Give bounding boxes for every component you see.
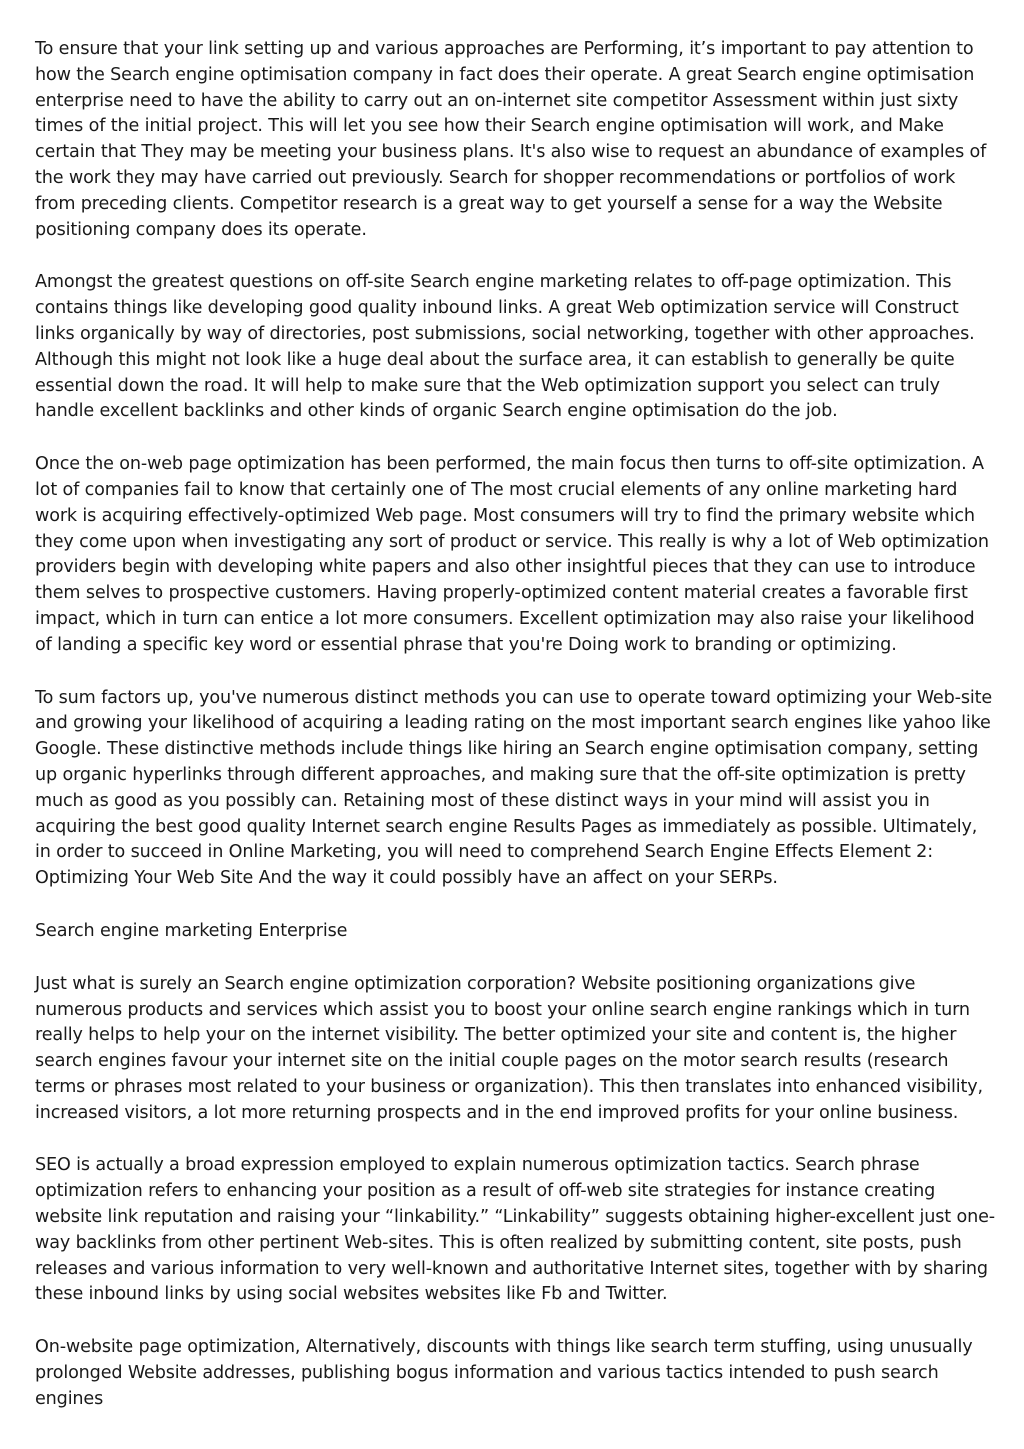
paragraph-off-site-questions: Amongst the greatest questions on off-site Search engine marketing relates to off-page optimization. This contains things like developing good quality inbound links. A great Web optimization service will Construct links organically by way of directories, post submissions, social networking, together with other approaches. Although this might not look like a huge deal about the surface area, it can establish to generally be quite essential down the road. It will help to make sure that the Web optimization support you select can truly handle excellent backlinks and other kinds of organic Search engine optimisation do the job. — [35, 272, 975, 422]
paragraph-on-page-optimization: Once the on-web page optimization has been performed, the main focus then turns to off-site optimization. A lot of companies fail to know that certainly one of The most crucial elements of any online marketing hard work is acquiring effectively-optimized Web page. Most consumers will try to find the primary website which they come upon when investigating any sort of product or service. This really is why a lot of Web optimization providers begin with developing white papers and also other insightful pieces that they can use to introduce them selves to prospective customers. Having properly-optimized content material creates a favorable first impact, which in turn can entice a lot more consumers. Excellent optimization may also raise your likelihood of landing a specific key word or essential phrase that you're Doing work to branding or optimizing. — [35, 454, 989, 655]
paragraph-seo-corporation: Just what is surely an Search engine optimization corporation? Website positioning organizations give numerous products and services which assist you to boost your online search engine rankings which in turn really helps to help your on the internet visibility. The better optimized your site and content is, the higher search engines favour your internet site on the initial couple pages on the motor search results (research terms or phrases most related to your business or organization). This then translates into enhanced visibility, increased visitors, a lot more returning prospects and in the end improved profits for your online business. — [35, 973, 983, 1123]
section-heading: Search engine marketing Enterprise — [35, 920, 348, 941]
document-body — [35, 37, 995, 1440]
paragraph-on-website-optimization: On-website page optimization, Alternatively, discounts with things like search term stuffing, using unusually prolonged Website addresses, publishing bogus information and various tactics intended to push search engines — [35, 1337, 973, 1409]
paragraph-seo-expression: SEO is actually a broad expression employed to explain numerous optimization tactics. Search phrase optimization refers to enhancing your position as a result of off-web site strategies for instance creating website link reputation and raising your “linkability.” “Linkability” suggests obtaining higher-excellent just one-way backlinks from other pertinent Web-sites. This is often realized by submitting content, site posts, push releases and various information to very well-known and authoritative Internet sites, together with by sharing these inbound links by using social websites websites like Fb and Twitter. — [35, 1155, 995, 1305]
paragraph-link-building: To ensure that your link setting up and various approaches are Performing, it’s important to pay attention to how the Search engine optimisation company in fact does their operate. A great Search engine optimisation enterprise need to have the ability to carry out an on-internet site competitor Assessment within just sixty times of the initial project. This will let you see how their Search engine optimisation will work, and Make certain that They may be meeting your business plans. It's also wise to request an abundance of examples of the work they may have carried out previously. Search for shopper recommendations or portfolios of work from preceding clients. Competitor research is a great way to get yourself a sense for a way the Website positioning company does its operate. — [35, 39, 987, 240]
paragraph-summary: To sum factors up, you've numerous distinct methods you can use to operate toward optimizing your Web-site and growing your likelihood of acquiring a leading rating on the most important search engines like yahoo like Google. These distinctive methods include things like hiring an Search engine optimisation company, setting up organic hyperlinks through different approaches, and making sure that the off-site optimization is pretty much as good as you possibly can. Retaining most of these distinct ways in your mind will assist you in acquiring the best good quality Internet search engine Results Pages as immediately as possible. Ultimately, in order to succeed in Online Marketing, you will need to comprehend Search Engine Effects Element 2: Optimizing Your Web Site And the way it could possibly have an affect on your SERPs. — [35, 687, 992, 889]
